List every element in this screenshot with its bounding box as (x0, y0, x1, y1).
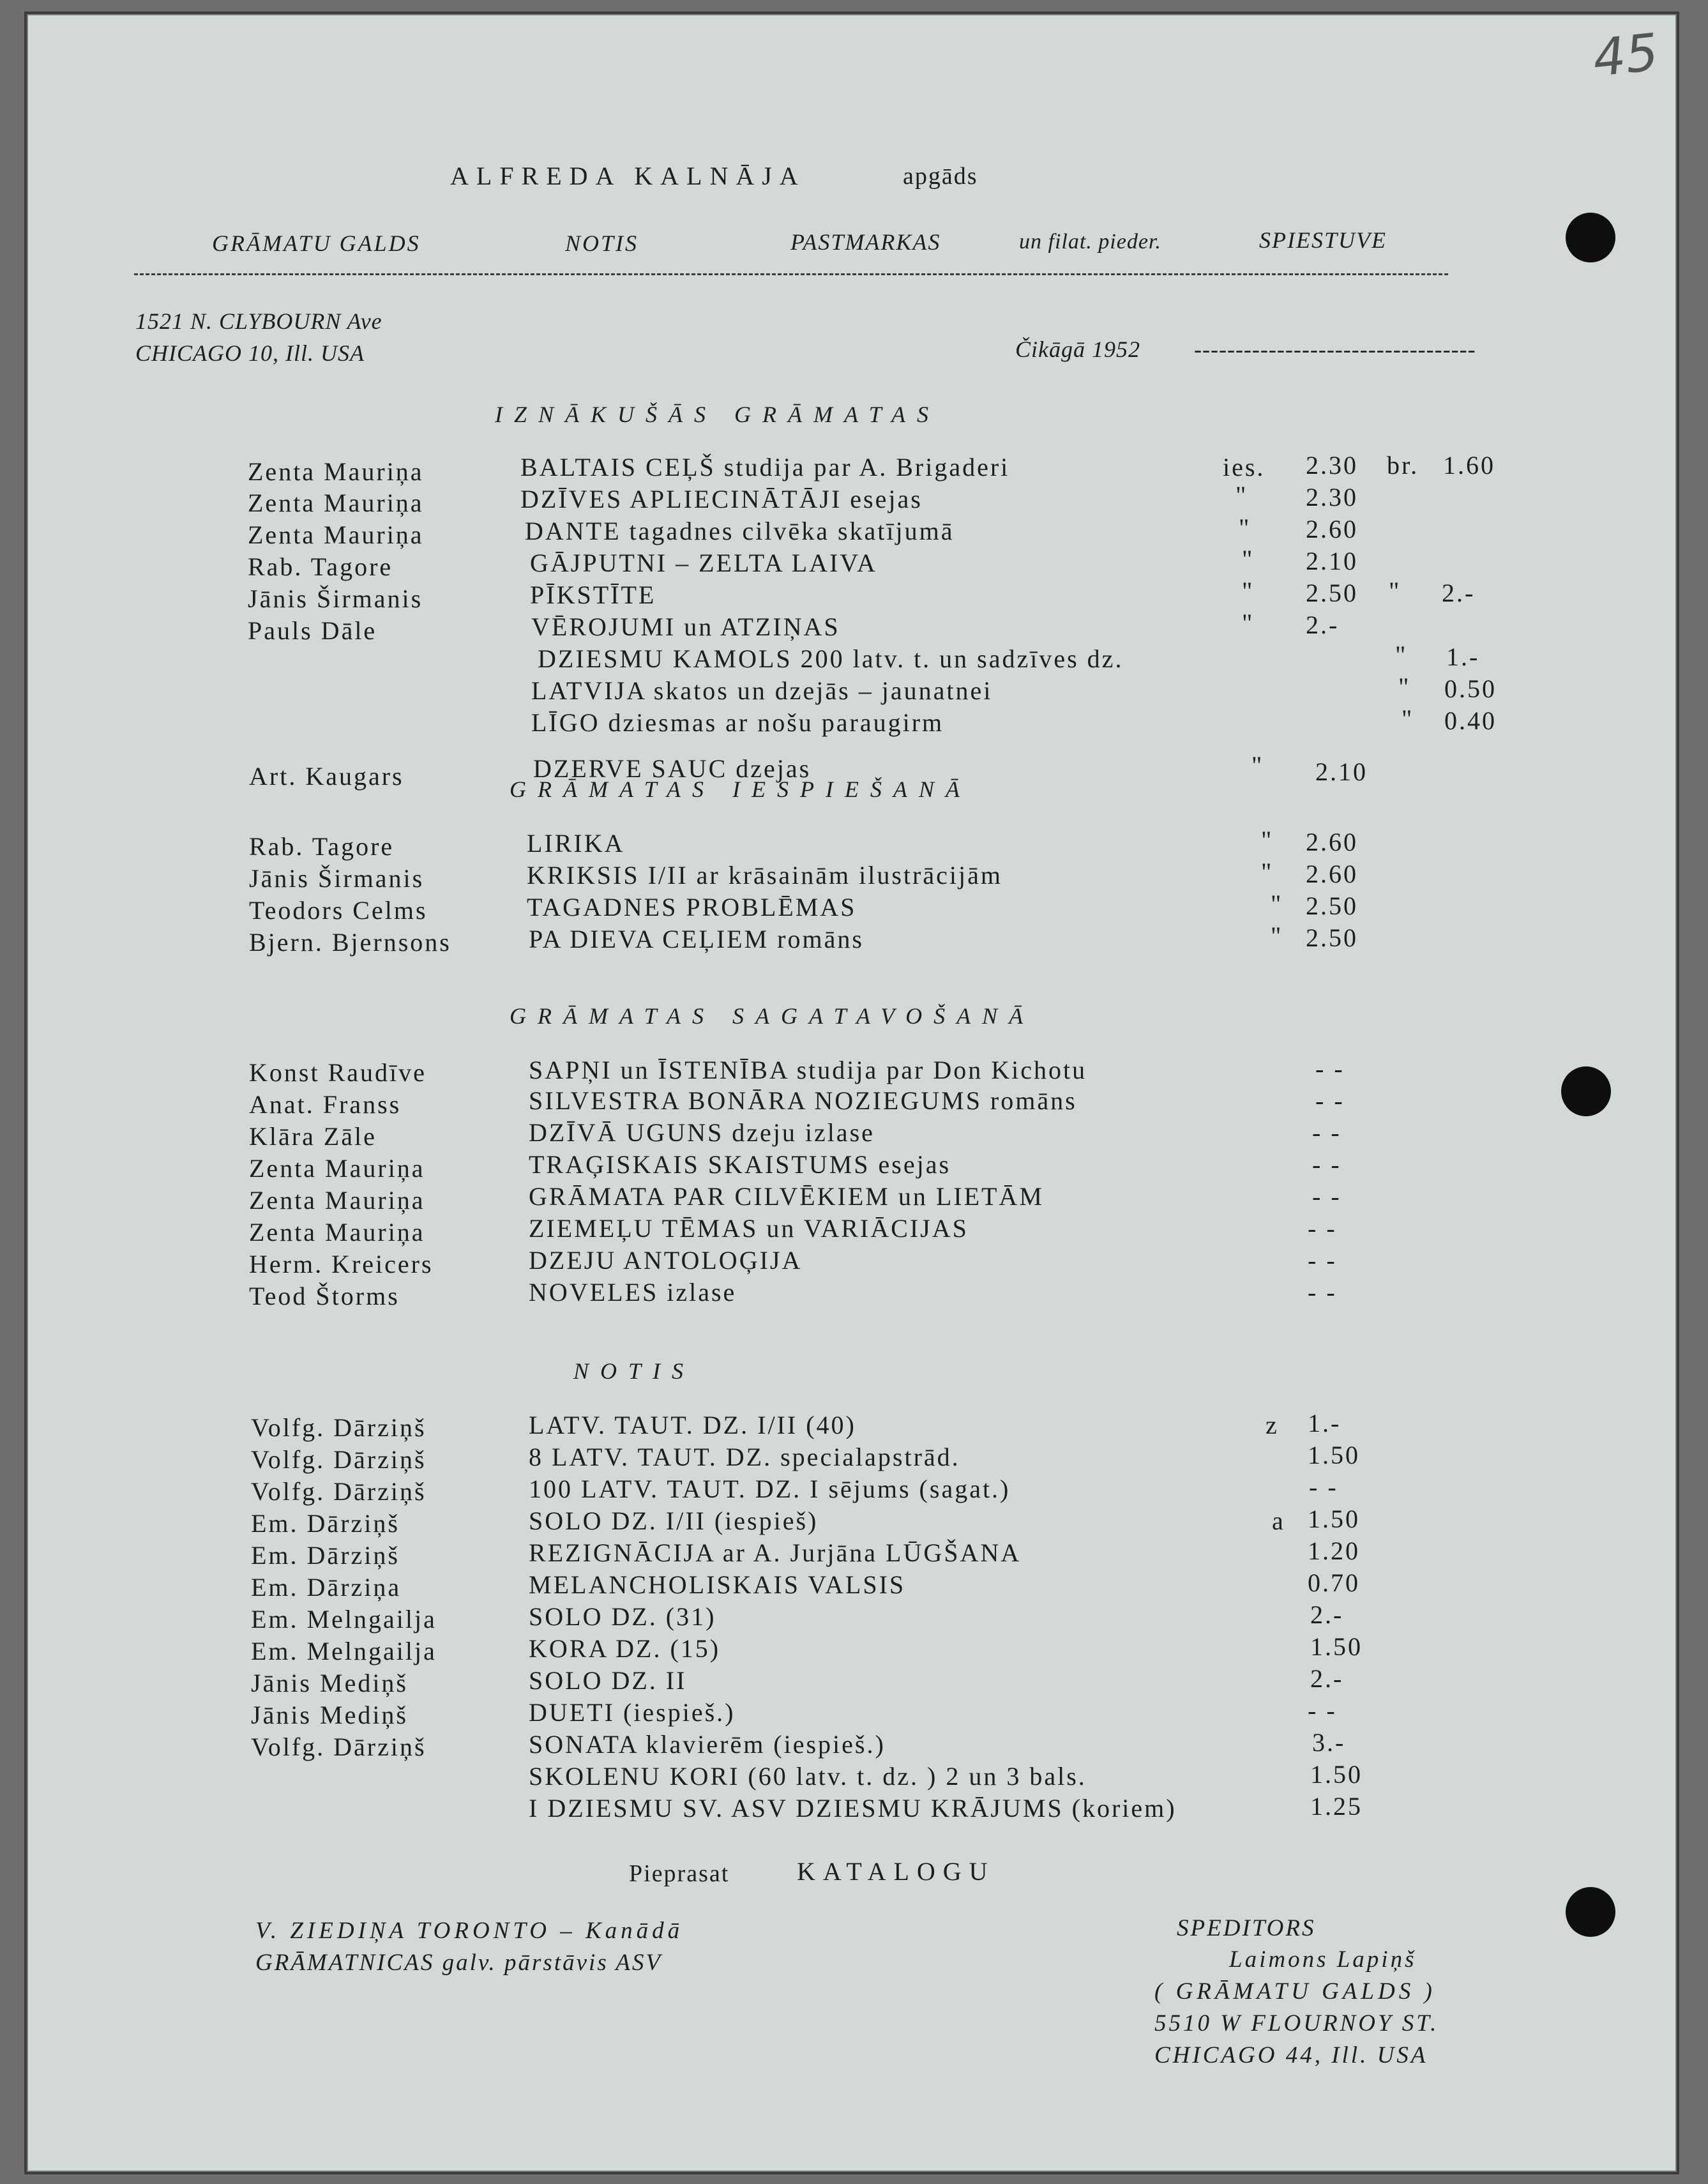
punch-hole (1561, 1066, 1611, 1116)
list-item-price: 1.20 (1308, 1536, 1360, 1565)
publisher-name: ALFREDA KALNĀJA (450, 162, 806, 190)
list-item-author: Zenta Mauriņa (249, 1218, 425, 1247)
list-item-title: KORA DZ. (15) (529, 1634, 721, 1663)
list-item-binding: " (1261, 826, 1274, 854)
list-item-title: SOLO DZ. I/II (iespieš) (529, 1506, 819, 1535)
section-title-printing: GRĀMATAS IESPIEŠANĀ (510, 777, 971, 802)
list-item-title: NOVELES izlase (529, 1278, 737, 1307)
list-item-binding: " (1271, 921, 1283, 950)
list-item-price: 2.60 (1306, 515, 1358, 543)
list-item-binding: " (1271, 890, 1283, 918)
list-item-price: 2.50 (1306, 579, 1358, 607)
list-item-price: - - (1312, 1182, 1341, 1211)
list-item-title: LĪGO dziesmas ar nošu paraugirm (531, 708, 944, 737)
list-item-price: 2.10 (1315, 757, 1368, 786)
list-item-price: 0.40 (1444, 706, 1497, 735)
list-item-author: Em. Dārziņš (251, 1509, 400, 1538)
list-item-title: DZĪVĀ UGUNS dzeju izlase (529, 1118, 875, 1147)
list-item-title: REZIGNĀCIJA ar A. Jurjāna LŪGŠANA (529, 1538, 1022, 1567)
list-item-title: I DZIESMU SV. ASV DZIESMU KRĀJUMS (koriem) (529, 1794, 1177, 1823)
catalog-title: KATALOGU (797, 1857, 995, 1886)
list-item-title: VĒROJUMI un ATZIŅAS (531, 612, 840, 641)
list-item-price: 1.50 (1310, 1632, 1363, 1661)
list-item-author: Jānis Širmanis (249, 864, 425, 893)
list-item-price: 2.- (1310, 1600, 1344, 1629)
list-item-title: DZEJU ANTOLOĢIJA (529, 1246, 803, 1275)
list-item-binding: " (1242, 577, 1255, 605)
punch-hole (1566, 1887, 1615, 1937)
place-date: Čikāgā 1952 (1015, 337, 1140, 362)
list-item-price: - - (1308, 1278, 1337, 1307)
list-item-binding: " (1398, 672, 1411, 701)
list-item-title: KRIKSIS I/II ar krāsainām ilustrācijām (527, 861, 1002, 890)
list-item-price: 2.50 (1306, 923, 1358, 952)
list-item-price: - - (1315, 1054, 1345, 1083)
list-item-author: Zenta Mauriņa (249, 1186, 425, 1215)
list-item-author: Teodors Celms (249, 896, 428, 925)
representative-title: GRĀMATNICAS galv. pārstāvis ASV (255, 1950, 662, 1976)
list-item-author: Rab. Tagore (249, 832, 395, 861)
list-item-price: 2.60 (1306, 828, 1358, 856)
list-item-author: Pauls Dāle (248, 616, 377, 645)
list-item-binding: br. (1387, 451, 1419, 480)
list-item-title: DUETI (iespieš.) (529, 1698, 736, 1727)
list-item-author: Zenta Mauriņa (248, 489, 424, 517)
list-item-price: - - (1315, 1086, 1345, 1115)
list-item-price: 2.60 (1306, 860, 1358, 888)
list-item-title: ZIEMEĻU TĒMAS un VARIĀCIJAS (529, 1214, 969, 1243)
list-item-author: Bjern. Bjernsons (249, 928, 451, 957)
list-item-binding: " (1395, 641, 1408, 669)
forwarder-name: Laimons Lapiņš (1229, 1946, 1417, 1973)
list-item-price: 1.25 (1310, 1792, 1363, 1821)
publisher-suffix: apgāds (903, 163, 978, 190)
list-item-title: SILVESTRA BONĀRA NOZIEGUMS romāns (529, 1086, 1077, 1115)
forwarder-title: SPEDITORS (1177, 1915, 1316, 1941)
list-item-title: SOLO DZ. II (529, 1666, 687, 1695)
list-item-title: PA DIEVA CEĻIEM romāns (529, 925, 864, 953)
list-item-price: - - (1312, 1150, 1341, 1179)
list-item-author: Art. Kaugars (249, 762, 404, 791)
department-philately: un filat. pieder. (1019, 230, 1161, 254)
list-item-title: GĀJPUTNI – ZELTA LAIVA (530, 549, 877, 577)
list-item-price: - - (1308, 1214, 1337, 1243)
list-item-title: SAPŅI un ĪSTENĪBA studija par Don Kichotu (529, 1056, 1087, 1084)
list-item-author: Anat. Franss (249, 1090, 402, 1119)
header-divider (134, 273, 1448, 275)
list-item-title: LATV. TAUT. DZ. I/II (40) (529, 1411, 856, 1439)
list-item-price: 1.50 (1310, 1760, 1363, 1789)
section-title-notes: NOTIS (573, 1358, 695, 1384)
list-item-title: 8 LATV. TAUT. DZ. specialapstrād. (529, 1443, 960, 1471)
date-blank: ---------------------------------- (1194, 337, 1476, 362)
list-item-binding: " (1251, 751, 1264, 780)
page-number: 45 (1590, 22, 1661, 89)
list-item-author: Zenta Mauriņa (249, 1154, 425, 1183)
list-item-title: SOLO DZ. (31) (529, 1602, 716, 1631)
list-item-price: 1.- (1308, 1409, 1341, 1437)
list-item-author: Klāra Zāle (249, 1122, 377, 1151)
list-item-title: DZERVE SAUC dzejas (533, 754, 812, 783)
list-item-binding: " (1242, 545, 1255, 573)
list-item-author: Volfg. Dārziņš (251, 1477, 427, 1506)
list-item-price: 3.- (1312, 1728, 1346, 1757)
list-item-author: Em. Melngailja (251, 1605, 437, 1634)
list-item-author: Jānis Mediņš (251, 1669, 408, 1697)
list-item-author: Rab. Tagore (248, 552, 393, 581)
section-title-published: IZNĀKUŠĀS GRĀMATAS (495, 402, 940, 427)
list-item-author: Jānis Mediņš (251, 1701, 408, 1729)
catalog-request: Pieprasat (629, 1860, 730, 1887)
section-title-preparing: GRĀMATAS SAGATAVOŠANĀ (510, 1003, 1035, 1029)
list-item-mark: z (1266, 1411, 1279, 1439)
list-item-binding: " (1236, 481, 1248, 510)
list-item-price: - - (1308, 1246, 1337, 1275)
list-item-binding: " (1242, 609, 1255, 637)
punch-hole (1566, 213, 1615, 262)
list-item-author: Volfg. Dārziņš (251, 1733, 427, 1761)
list-item-price: 2.30 (1306, 451, 1358, 480)
list-item-author: Jānis Širmanis (248, 584, 423, 613)
list-item-price: - - (1312, 1118, 1341, 1147)
address-line1: 1521 N. CLYBOURN Ave (135, 308, 382, 334)
list-item-title: MELANCHOLISKAIS VALSIS (529, 1570, 906, 1599)
list-item-binding: " (1239, 513, 1251, 542)
list-item-title: GRĀMATA PAR CILVĒKIEM un LIETĀM (529, 1182, 1044, 1211)
list-item-binding: " (1261, 858, 1274, 886)
list-item-author: Herm. Kreicers (249, 1250, 434, 1278)
list-item-title: TRAĢISKAIS SKAISTUMS esejas (529, 1150, 951, 1179)
list-item-title: 100 LATV. TAUT. DZ. I sējums (sagat.) (529, 1475, 1011, 1503)
list-item-author: Volfg. Dārziņš (251, 1413, 427, 1442)
list-item-price: 2.30 (1306, 483, 1358, 512)
list-item-price: - - (1309, 1473, 1338, 1501)
list-item-author: Teod Štorms (249, 1282, 400, 1310)
list-item-price: - - (1308, 1696, 1337, 1725)
list-item-price: 1.50 (1308, 1505, 1360, 1533)
list-item-title: DZIESMU KAMOLS 200 latv. t. un sadzīves dz. (538, 644, 1124, 673)
list-item-price: 1.- (1446, 642, 1480, 671)
forwarder-street: 5510 W FLOURNOY ST. (1154, 2010, 1439, 2036)
list-item-author: Em. Melngailja (251, 1637, 437, 1665)
list-item-title: DZĪVES APLIECINĀTĀJI esejas (520, 485, 923, 513)
list-item-price: 2.- (1306, 610, 1340, 639)
list-item-author: Zenta Mauriņa (248, 457, 424, 486)
list-item-title: BALTAIS CEĻŠ studija par A. Brigaderi (520, 453, 1010, 482)
list-item-price: 0.50 (1444, 674, 1497, 703)
list-item-title: LATVIJA skatos un dzejās – jaunatnei (531, 676, 993, 705)
list-item-binding: " (1389, 577, 1402, 605)
list-item-price: 2.- (1442, 579, 1476, 607)
list-item-author: Em. Dārziņa (251, 1573, 402, 1602)
department-notes: NOTIS (565, 231, 639, 256)
list-item-title: TAGADNES PROBLĒMAS (527, 893, 857, 921)
list-item-price: 2.- (1310, 1664, 1344, 1693)
list-item-price: 2.10 (1306, 547, 1358, 575)
list-item-author: Volfg. Dārziņš (251, 1445, 427, 1474)
department-printing: SPIESTUVE (1259, 227, 1387, 253)
list-item-price: 1.60 (1443, 451, 1495, 480)
list-item-binding: ies. (1223, 453, 1266, 482)
list-item-price: 2.50 (1306, 891, 1358, 920)
list-item-mark: a (1272, 1506, 1285, 1535)
forwarder-city: CHICAGO 44, Ill. USA (1154, 2042, 1428, 2068)
list-item-title: DANTE tagadnes cilvēka skatījumā (525, 517, 955, 545)
list-item-title: SONATA klavierēm (iespieš.) (529, 1730, 886, 1759)
list-item-title: SKOLENU KORI (60 latv. t. dz. ) 2 un 3 bals. (529, 1762, 1087, 1791)
forwarder-organization: ( GRĀMATU GALDS ) (1154, 1978, 1436, 2005)
list-item-price: 1.50 (1308, 1441, 1360, 1469)
list-item-price: 0.70 (1308, 1568, 1360, 1597)
list-item-author: Zenta Mauriņa (248, 520, 424, 549)
department-stamps: PASTMARKAS (790, 229, 941, 255)
list-item-binding: " (1402, 704, 1414, 733)
list-item-author: Em. Dārziņš (251, 1541, 400, 1570)
department-books: GRĀMATU GALDS (212, 231, 421, 256)
list-item-author: Konst Raudīve (249, 1058, 427, 1087)
list-item-title: PĪKSTĪTE (530, 580, 656, 609)
toronto-representative: V. ZIEDIŅA TORONTO – Kanādā (255, 1918, 684, 1944)
list-item-title: LIRIKA (527, 829, 625, 858)
address-line2: CHICAGO 10, Ill. USA (135, 340, 365, 366)
